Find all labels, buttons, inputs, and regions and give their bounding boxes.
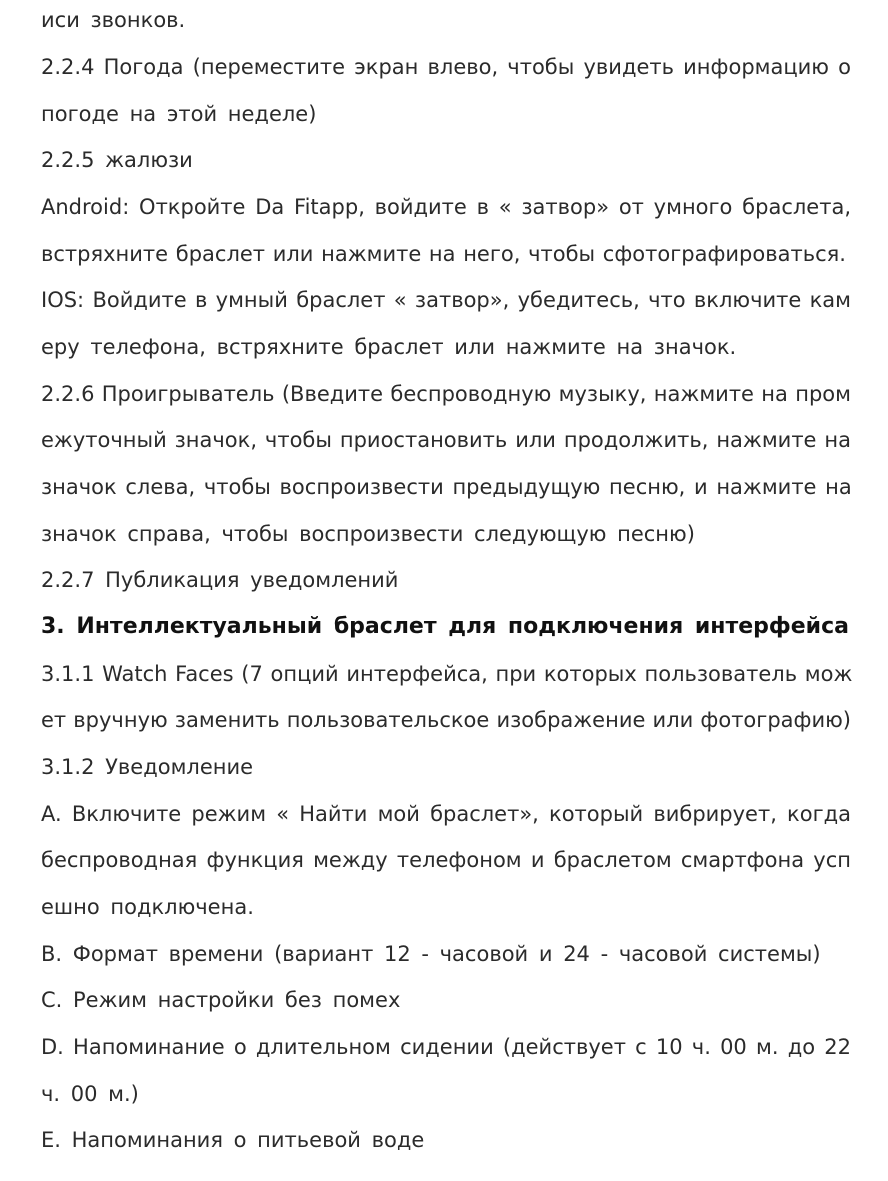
text-line: погоде на этой неделе): [41, 102, 317, 126]
text-line: иси звонков.: [41, 8, 186, 32]
text-line: 3.1.1 Watch Faces (7 опций интерфейса, при которых пользователь мож: [41, 662, 853, 686]
text-line: значок справа, чтобы воспроизвести следующую песню): [41, 522, 695, 546]
list-item: C. Режим настройки без помех: [41, 988, 401, 1012]
list-item: E. Напоминания о питьевой воде: [41, 1128, 425, 1152]
text-line: 2.2.4 Погода (переместите экран влево, чтобы увидеть информацию о: [41, 55, 851, 79]
list-item: B. Формат времени (вариант 12 - часовой и 24 - часовой системы): [41, 942, 821, 966]
text-line: еру телефона, встряхните браслет или нажмите на значок.: [41, 335, 737, 359]
text-line: беспроводная функция между телефоном и браслетом смартфона усп: [41, 848, 851, 872]
text-line: 2.2.6 Проигрыватель (Введите беспроводную музыку, нажмите на пром: [41, 382, 851, 406]
section-heading: 3. Интеллектуальный браслет для подключения интерфейса: [41, 614, 849, 639]
text-line: ежуточный значок, чтобы приостановить или продолжить, нажмите на: [41, 428, 851, 452]
section-label: 2.2.7 Публикация уведомлений: [41, 568, 399, 592]
text-line: значок слева, чтобы воспроизвести предыдущую песню, и нажмите на: [41, 475, 852, 499]
section-label: 2.2.5 жалюзи: [41, 148, 193, 172]
text-line: Android: Откройте Da Fitapp, войдите в « затвор» от умного браслета,: [41, 195, 851, 219]
text-line: ет вручную заменить пользовательское изображение или фотографию): [41, 708, 851, 732]
section-label: 3.1.2 Уведомление: [41, 755, 254, 779]
list-item: D. Напоминание о длительном сидении (действует с 10 ч. 00 м. до 22: [41, 1035, 851, 1059]
text-line: ч. 00 м.): [41, 1082, 139, 1106]
text-line: ешно подключена.: [41, 895, 254, 919]
list-item: A. Включите режим « Найти мой браслет», который вибрирует, когда: [41, 802, 851, 826]
text-line: встряхните браслет или нажмите на него, чтобы сфотографироваться.: [41, 242, 846, 266]
text-line: IOS: Войдите в умный браслет « затвор», убедитесь, что включите кам: [41, 288, 851, 312]
